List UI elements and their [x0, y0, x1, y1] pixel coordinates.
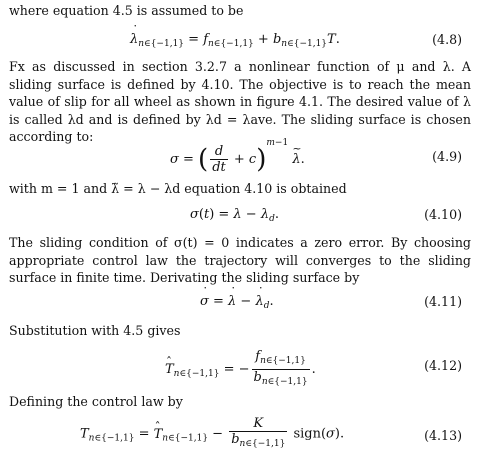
equation-4-13-body: $T_{n\in\{-1,1\}}$ = ˆ $T_{n\in\{-1,1\}}$ − $\frac{K}{b_{n\in\{-1,1\}}}$ sign(σ).	[80, 416, 344, 452]
equation-4-10-body: $\sigma(t) = \lambda - \lambda_d$.	[190, 207, 279, 224]
equation-4-11-body: ˙ σ = ˙ λ − ˙ $\lambda_d$.	[200, 294, 274, 311]
equation-4-13	[0, 416, 480, 462]
equation-4-9-body: σ = ( $\frac{d}{dt}$ + c)$^{m-1}$ ~ λ.	[170, 138, 305, 175]
paragraph-sliding-condition-text: The sliding condition of σ(t) = 0 indicates a zero error. By choosing appropriate control law the trajectory will converges to the sliding surface in finite time. Derivating the sliding surface by	[9, 235, 471, 285]
paragraph-intro	[9, 2, 471, 20]
equation-number-4-11: (4.11)	[424, 294, 462, 309]
equation-4-9	[0, 138, 480, 178]
paragraph-substitution	[9, 322, 471, 340]
paragraph-intro-text: where equation 4.5 is assumed to be	[9, 3, 244, 18]
equation-number-4-12: (4.12)	[424, 358, 462, 373]
equation-4-12	[0, 349, 480, 387]
paragraph-control-law-text: Defining the control law by	[9, 394, 183, 409]
equation-4-12-body: ˆ $T_{n\in\{-1,1\}}$ = − $\frac{f_{n\in\{-1,1\}}}{b_{n\in\{-1,1\}}}$ .	[165, 349, 316, 390]
paragraph-sliding-surface	[9, 58, 471, 146]
equation-number-4-8: (4.8)	[432, 32, 462, 47]
paragraph-sliding-surface-text: Fx as discussed in section 3.2.7 a nonlinear function of μ and λ. A sliding surface is defined by 4.10. The objective is to reach the mean value of slip for all wheel as shown in figure 4.1. The desired value of λ is called λd and is defined by λd = λave. The sliding surface is chosen according to:	[9, 59, 471, 144]
paragraph-with-m	[9, 180, 471, 198]
paragraph-substitution-text: Substitution with 4.5 gives	[9, 323, 181, 338]
paragraph-with-m-text: with m = 1 and λ̃ = λ − λd equation 4.10 is obtained	[9, 181, 347, 196]
equation-number-4-13: (4.13)	[424, 428, 462, 443]
equation-number-4-9: (4.9)	[432, 149, 462, 164]
equation-number-4-10: (4.10)	[424, 207, 462, 222]
paragraph-sliding-condition	[9, 234, 471, 287]
paragraph-control-law	[9, 393, 471, 411]
equation-4-8-body: ˙ $\lambda_{n\in\{-1,1\}} = f_{n\in\{-1,1\}} + b_{n\in\{-1,1\}}T$.	[130, 32, 340, 49]
